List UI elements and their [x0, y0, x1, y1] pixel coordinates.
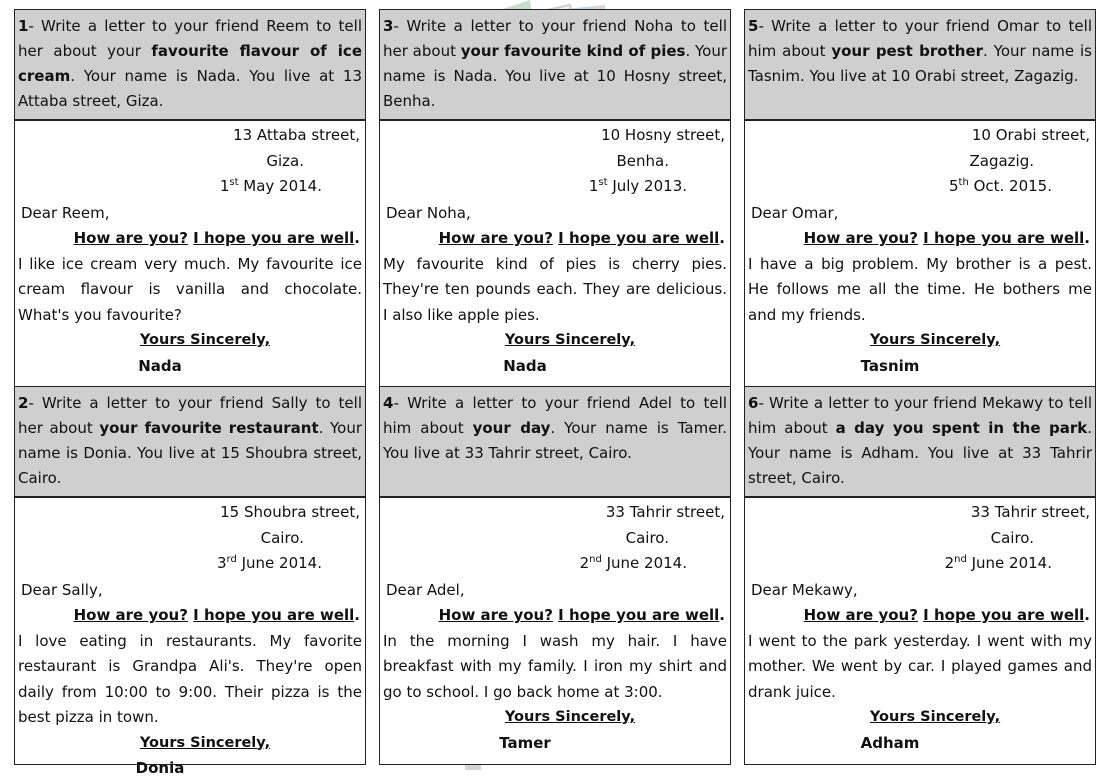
- address-block: [748, 123, 1092, 200]
- prompt-text: . Your name is Donia. You live at 15 Shoubra street, Cairo.: [18, 419, 362, 487]
- letter-card-6: [744, 497, 1096, 765]
- prompt-text: . Your name is Nada. You live at 10 Hosny street, Benha.: [383, 42, 727, 110]
- address-block: [383, 500, 727, 577]
- prompt-text: - Write a letter to your friend Sally to tell her about: [18, 394, 362, 437]
- exercise-number: 1: [18, 17, 29, 35]
- address-block: [18, 123, 362, 200]
- prompt-text: . Your name is Tasnim. You live at 10 Orabi street, Zagazig.: [748, 42, 1092, 85]
- letter-card-5: [744, 120, 1096, 388]
- address-street: 15 Shoubra street,: [220, 503, 360, 521]
- address-street: 10 Hosny street,: [601, 126, 725, 144]
- address-city: Giza.: [266, 151, 304, 170]
- signature: Nada: [503, 356, 547, 375]
- prompt-card-5: [744, 9, 1096, 120]
- address-city: Cairo.: [990, 528, 1034, 547]
- signature: Nada: [138, 356, 182, 375]
- prompt-text: - Write a letter to your friend Noha to tell her about: [383, 17, 727, 60]
- salutation: Dear Noha,: [386, 203, 471, 222]
- letter-card-3: [379, 120, 731, 388]
- address-street: 33 Tahrir street,: [970, 503, 1090, 521]
- salutation: Dear Adel,: [386, 580, 465, 599]
- address-city: Cairo.: [260, 528, 304, 547]
- prompt-text: . Your name is Tamer. You live at 33 Tahrir street, Cairo.: [383, 419, 727, 462]
- address-city: Cairo.: [625, 528, 669, 547]
- letter-date: 1st July 2013.: [588, 177, 687, 195]
- letter-card-4: [379, 497, 731, 765]
- prompt-text: - Write a letter to your friend Mekawy to tell him about: [748, 394, 1092, 437]
- letter-date: 2nd June 2014.: [579, 554, 687, 572]
- exercise-number: 6: [748, 394, 759, 412]
- prompt-topic: your favourite kind of pies: [460, 42, 686, 60]
- greeting: How are you? I hope you are well.: [438, 229, 725, 247]
- salutation: Dear Omar,: [751, 203, 839, 222]
- prompt-card-1: [14, 9, 366, 120]
- address-block: [383, 123, 727, 200]
- prompt-topic: your favourite restaurant: [99, 419, 319, 437]
- prompt-text: - Write a letter to your friend Omar to tell him about: [748, 17, 1092, 60]
- closing: Yours Sincerely,: [139, 332, 271, 348]
- address-street: 13 Attaba street,: [233, 126, 360, 144]
- signature: Adham: [860, 733, 920, 752]
- prompt-text: - Write a letter to your friend Adel to tell him about: [383, 394, 727, 437]
- prompt-text: . Your name is Nada. You live at 13 Attaba street, Giza.: [18, 67, 362, 110]
- prompt-topic: a day you spent in the park: [835, 419, 1088, 437]
- column-3: [744, 9, 1096, 765]
- closing: Yours Sincerely,: [504, 332, 636, 348]
- address-block: [18, 500, 362, 577]
- letter-body: I have a big problem. My brother is a pest. He follows me all the time. He bothers me and my friends.: [748, 254, 1092, 324]
- greeting: How are you? I hope you are well.: [803, 606, 1090, 624]
- prompt-card-6: [744, 386, 1096, 497]
- prompt-card-4: [379, 386, 731, 497]
- letter-body: I love eating in restaurants. My favorite restaurant is Grandpa Ali's. They're open daily from 10:00 to 9:00. Their pizza is the best pizza in town.: [18, 631, 362, 726]
- exercise-number: 4: [383, 394, 394, 412]
- address-street: 33 Tahrir street,: [605, 503, 725, 521]
- address-city: Zagazig.: [969, 151, 1034, 170]
- closing: Yours Sincerely,: [139, 734, 271, 751]
- address-street: 10 Orabi street,: [971, 126, 1090, 144]
- exercise-number: 3: [383, 17, 394, 35]
- letter-date: 3rd June 2014.: [217, 554, 322, 572]
- prompt-topic: favourite flavour of ice cream: [18, 42, 362, 85]
- prompt-text: - Write a letter to your friend Reem to tell her about your: [18, 17, 362, 60]
- column-1: [14, 9, 366, 777]
- prompt-card-2: [14, 386, 366, 497]
- closing: Yours Sincerely,: [869, 332, 1001, 348]
- closing: Yours Sincerely,: [504, 709, 636, 725]
- signature: Tamer: [499, 733, 551, 752]
- letter-date: 1st May 2014.: [219, 177, 322, 195]
- letter-card-1: [14, 120, 366, 388]
- greeting: How are you? I hope you are well.: [73, 229, 360, 247]
- column-2: [379, 9, 731, 765]
- address-city: Benha.: [616, 151, 669, 170]
- letter-date: 2nd June 2014.: [944, 554, 1052, 572]
- prompt-topic: your day: [472, 419, 551, 437]
- exercise-number: 2: [18, 394, 29, 412]
- closing: Yours Sincerely,: [869, 709, 1001, 725]
- address-block: [748, 500, 1092, 577]
- greeting: How are you? I hope you are well.: [803, 229, 1090, 247]
- letter-body: My favourite kind of pies is cherry pies. They're ten pounds each. They are delicious. I also like apple pies.: [383, 254, 727, 324]
- letter-body: In the morning I wash my hair. I have breakfast with my family. I iron my shirt and go to school. I go back home at 3:00.: [383, 631, 727, 701]
- salutation: Dear Sally,: [21, 580, 103, 599]
- signature: Tasnim: [860, 356, 920, 375]
- letter-body: I went to the park yesterday. I went with my mother. We went by car. I played games and drank juice.: [748, 631, 1092, 701]
- greeting: How are you? I hope you are well.: [438, 606, 725, 624]
- exercise-number: 5: [748, 17, 759, 35]
- salutation: Dear Reem,: [21, 203, 110, 222]
- letter-body: I like ice cream very much. My favourite ice cream flavour is vanilla and chocolate. What's you favourite?: [18, 254, 362, 324]
- letter-date: 5th Oct. 2015.: [949, 177, 1052, 195]
- prompt-text: . Your name is Adham. You live at 33 Tahrir street, Cairo.: [748, 419, 1092, 487]
- salutation: Dear Mekawy,: [751, 580, 858, 599]
- letter-card-2: [14, 497, 366, 777]
- prompt-card-3: [379, 9, 731, 120]
- greeting: How are you? I hope you are well.: [73, 606, 360, 624]
- signature: Donia: [135, 759, 185, 777]
- prompt-topic: your pest brother: [831, 42, 984, 60]
